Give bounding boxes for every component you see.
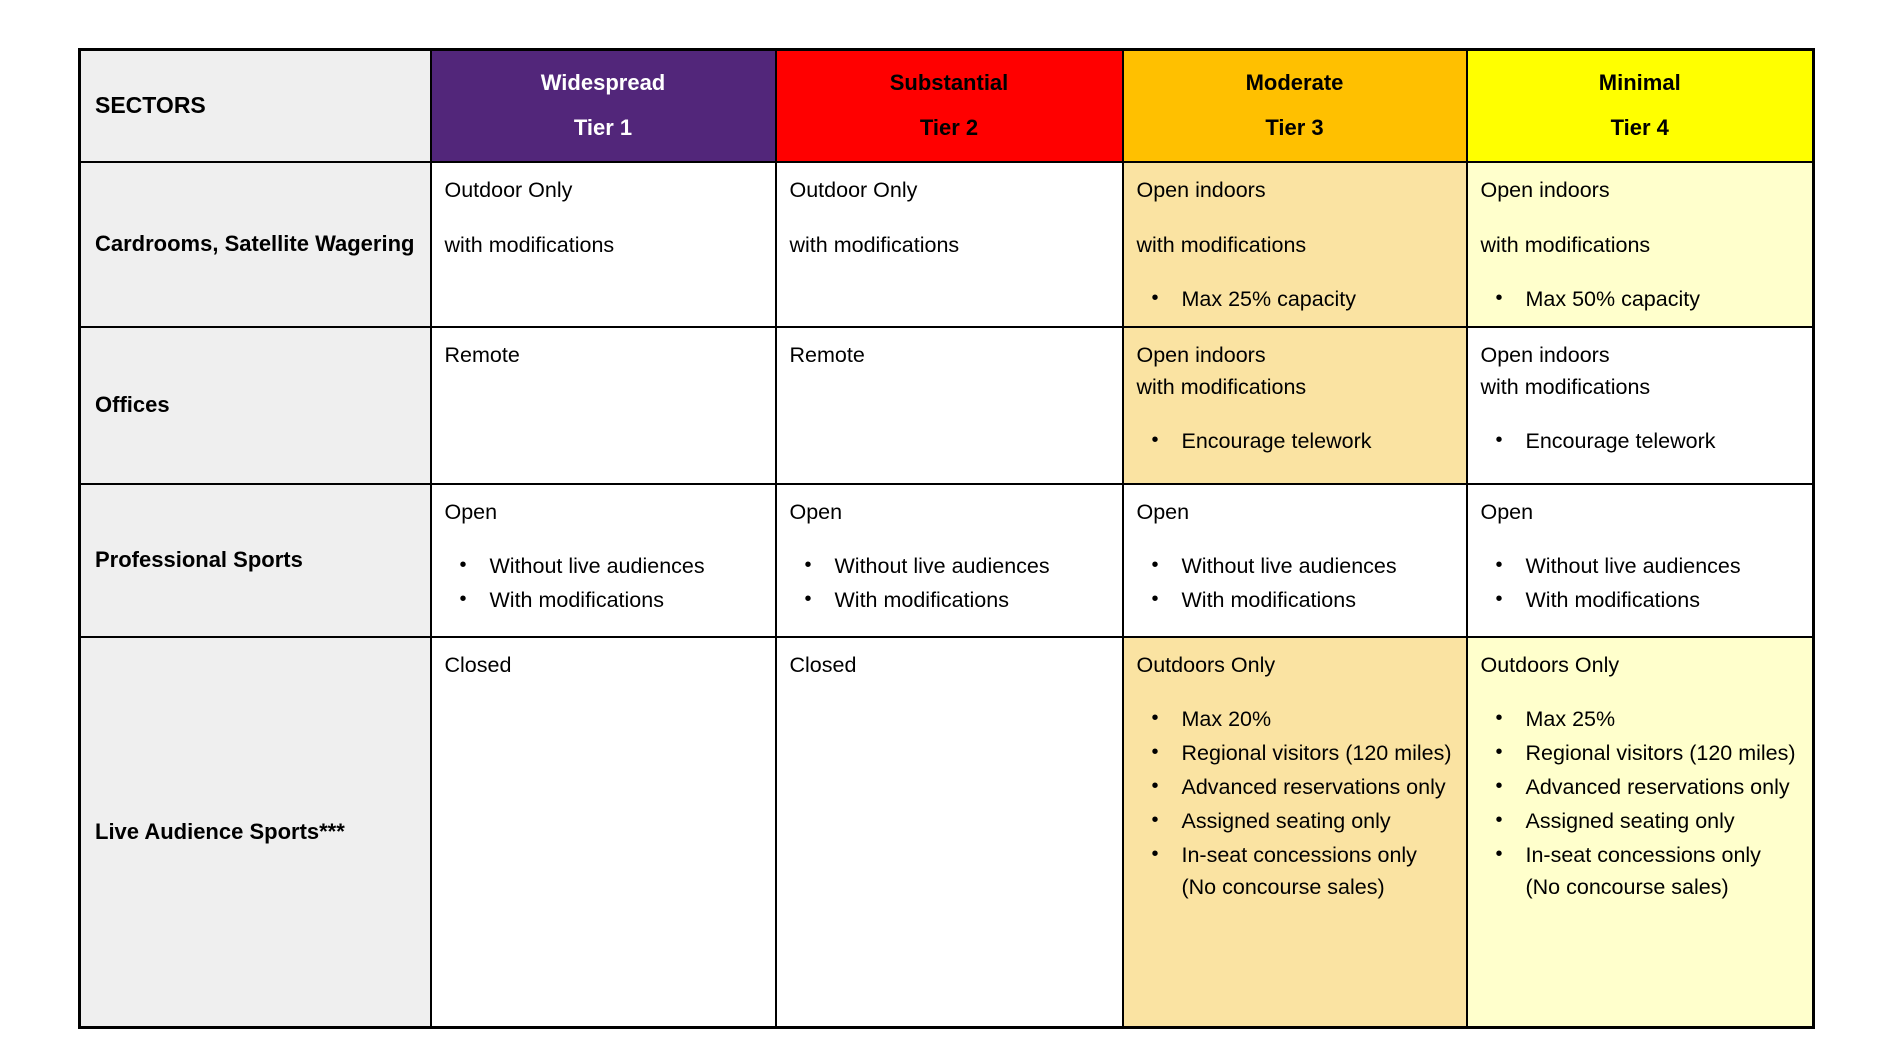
bullet-icon: • <box>1151 740 1159 763</box>
cell-text: Open <box>444 499 498 524</box>
bullet-icon: • <box>1495 775 1503 798</box>
cell-text: Open <box>1480 499 1534 524</box>
bullet-text: Regional visitors (120 miles) <box>1525 740 1796 765</box>
sector-label: Cardrooms, Satellite Wagering <box>80 162 431 327</box>
tier-cell <box>776 637 1123 1028</box>
table-row <box>80 637 1814 1028</box>
bullet-text: In-seat concessions only (No concourse sales) <box>1181 843 1417 899</box>
bullet-icon: • <box>1151 587 1159 610</box>
bullet-text: Advanced reservations only <box>1525 775 1790 800</box>
bullet-text: With modifications <box>834 587 1009 612</box>
bullet-text: Max 50% capacity <box>1525 287 1700 311</box>
bullet-icon: • <box>1151 775 1159 798</box>
tier-cell <box>776 484 1123 637</box>
bullet-icon: • <box>1151 429 1159 451</box>
table-row <box>80 162 1814 327</box>
tier-cell <box>776 327 1123 484</box>
tier-restrictions-table <box>78 48 1815 1029</box>
table-row <box>80 484 1814 637</box>
cell-text: Open indoors <box>1136 177 1266 202</box>
tier-number-label: Tier 1 <box>573 115 633 141</box>
cell-text: Open <box>789 499 843 524</box>
cell-text: Open indoors <box>1480 177 1610 202</box>
bullet-list <box>1137 551 1454 616</box>
tier-cell <box>1467 162 1814 327</box>
bullet-item <box>1481 284 1801 315</box>
bullet-text: With modifications <box>1525 587 1700 612</box>
bullet-icon: • <box>1495 287 1503 309</box>
cell-text: Open indoors with modifications <box>1480 342 1651 399</box>
cell-text: with modifications <box>789 232 960 257</box>
sectors-header: SECTORS <box>80 50 431 162</box>
bullet-item <box>790 551 1110 582</box>
bullet-text: Max 25% <box>1525 706 1616 731</box>
bullet-item <box>1137 551 1454 582</box>
bullet-item <box>1481 806 1801 837</box>
cell-text: Closed <box>789 652 857 677</box>
cell-text: Closed <box>444 652 512 677</box>
bullet-item <box>1481 840 1801 902</box>
bullet-text: With modifications <box>1181 587 1356 612</box>
tier-cell <box>1123 484 1467 637</box>
bullet-list <box>790 551 1110 616</box>
bullet-text: Encourage telework <box>1181 429 1372 453</box>
bullet-text: Without live audiences <box>1181 553 1397 578</box>
cell-text: Open indoors with modifications <box>1136 342 1307 399</box>
bullet-list <box>445 551 763 616</box>
bullet-item <box>445 585 763 616</box>
tier-number-label: Tier 2 <box>919 115 979 141</box>
bullet-text: Without live audiences <box>489 553 705 578</box>
cell-text: Open <box>1136 499 1190 524</box>
tier-header-4 <box>1467 50 1814 162</box>
tier-severity-label: Minimal <box>1598 70 1681 96</box>
bullet-icon: • <box>1495 740 1503 763</box>
cell-text: with modifications <box>1480 232 1651 257</box>
cell-text: Outdoor Only <box>444 177 573 202</box>
bullet-text: Encourage telework <box>1525 429 1716 453</box>
sector-label: Offices <box>80 327 431 484</box>
cell-text: Remote <box>444 342 520 367</box>
bullet-icon: • <box>1151 843 1159 866</box>
tier-cell <box>431 637 776 1028</box>
bullet-item <box>1137 738 1454 769</box>
bullet-icon: • <box>1495 706 1503 729</box>
cell-text: Outdoor Only <box>789 177 918 202</box>
tier-table-container <box>78 48 1815 1029</box>
tier-cell <box>431 484 776 637</box>
bullet-icon: • <box>1151 809 1159 832</box>
tier-cell <box>1467 327 1814 484</box>
bullet-icon: • <box>1151 706 1159 729</box>
bullet-item <box>1481 585 1801 616</box>
bullet-list <box>1137 426 1454 457</box>
bullet-item <box>1137 585 1454 616</box>
bullet-text: Max 25% capacity <box>1181 287 1356 311</box>
bullet-text: Regional visitors (120 miles) <box>1181 740 1452 765</box>
bullet-item <box>1137 772 1454 803</box>
bullet-icon: • <box>1495 843 1503 866</box>
bullet-item <box>1137 806 1454 837</box>
tier-severity-label: Moderate <box>1245 70 1344 96</box>
tier-header-2 <box>776 50 1123 162</box>
tier-number-label: Tier 4 <box>1610 115 1669 141</box>
cell-text: Remote <box>789 342 865 367</box>
tier-cell <box>1123 637 1467 1028</box>
bullet-text: Max 20% <box>1181 706 1272 731</box>
bullet-icon: • <box>1151 287 1159 309</box>
bullet-icon: • <box>459 587 467 610</box>
cell-text: Outdoors Only <box>1480 652 1620 677</box>
bullet-item <box>1481 704 1801 735</box>
bullet-list <box>1481 704 1801 903</box>
bullet-list <box>1481 551 1801 616</box>
bullet-item <box>1481 426 1801 457</box>
bullet-icon: • <box>1495 429 1503 451</box>
tier-severity-label: Widespread <box>540 70 666 96</box>
cell-text: with modifications <box>1136 232 1307 257</box>
tier-cell <box>431 162 776 327</box>
bullet-text: Assigned seating only <box>1525 809 1735 834</box>
tier-header-1 <box>431 50 776 162</box>
cell-text: Outdoors Only <box>1136 652 1276 677</box>
bullet-item <box>1137 840 1454 902</box>
bullet-icon: • <box>1495 553 1503 576</box>
bullet-icon: • <box>1151 553 1159 576</box>
bullet-item <box>1137 426 1454 457</box>
bullet-item <box>1137 704 1454 735</box>
tier-cell <box>1123 327 1467 484</box>
cell-text: with modifications <box>444 232 615 257</box>
tier-severity-label: Substantial <box>889 70 1009 96</box>
bullet-icon: • <box>804 587 812 610</box>
bullet-icon: • <box>459 553 467 576</box>
tier-cell <box>776 162 1123 327</box>
tier-cell <box>1467 637 1814 1028</box>
table-row <box>80 327 1814 484</box>
bullet-text: With modifications <box>489 587 664 612</box>
tier-cell <box>1467 484 1814 637</box>
bullet-icon: • <box>804 553 812 576</box>
bullet-item <box>1481 772 1801 803</box>
bullet-item <box>445 551 763 582</box>
bullet-list <box>1481 426 1801 457</box>
tier-cell <box>431 327 776 484</box>
bullet-icon: • <box>1495 587 1503 610</box>
bullet-text: Assigned seating only <box>1181 809 1391 834</box>
bullet-list <box>1137 284 1454 315</box>
bullet-item <box>1481 551 1801 582</box>
bullet-text: Without live audiences <box>1525 553 1741 578</box>
tier-header-3 <box>1123 50 1467 162</box>
bullet-list <box>1137 704 1454 903</box>
bullet-item <box>1481 738 1801 769</box>
sector-label: Professional Sports <box>80 484 431 637</box>
tier-number-label: Tier 3 <box>1265 115 1324 141</box>
bullet-text: In-seat concessions only (No concourse sales) <box>1525 843 1761 899</box>
bullet-icon: • <box>1495 809 1503 832</box>
sector-label: Live Audience Sports*** <box>80 637 431 1028</box>
bullet-item <box>1137 284 1454 315</box>
tier-cell <box>1123 162 1467 327</box>
bullet-item <box>790 585 1110 616</box>
bullet-text: Without live audiences <box>834 553 1050 578</box>
bullet-list <box>1481 284 1801 315</box>
bullet-text: Advanced reservations only <box>1181 775 1446 800</box>
header-row <box>80 50 1814 162</box>
